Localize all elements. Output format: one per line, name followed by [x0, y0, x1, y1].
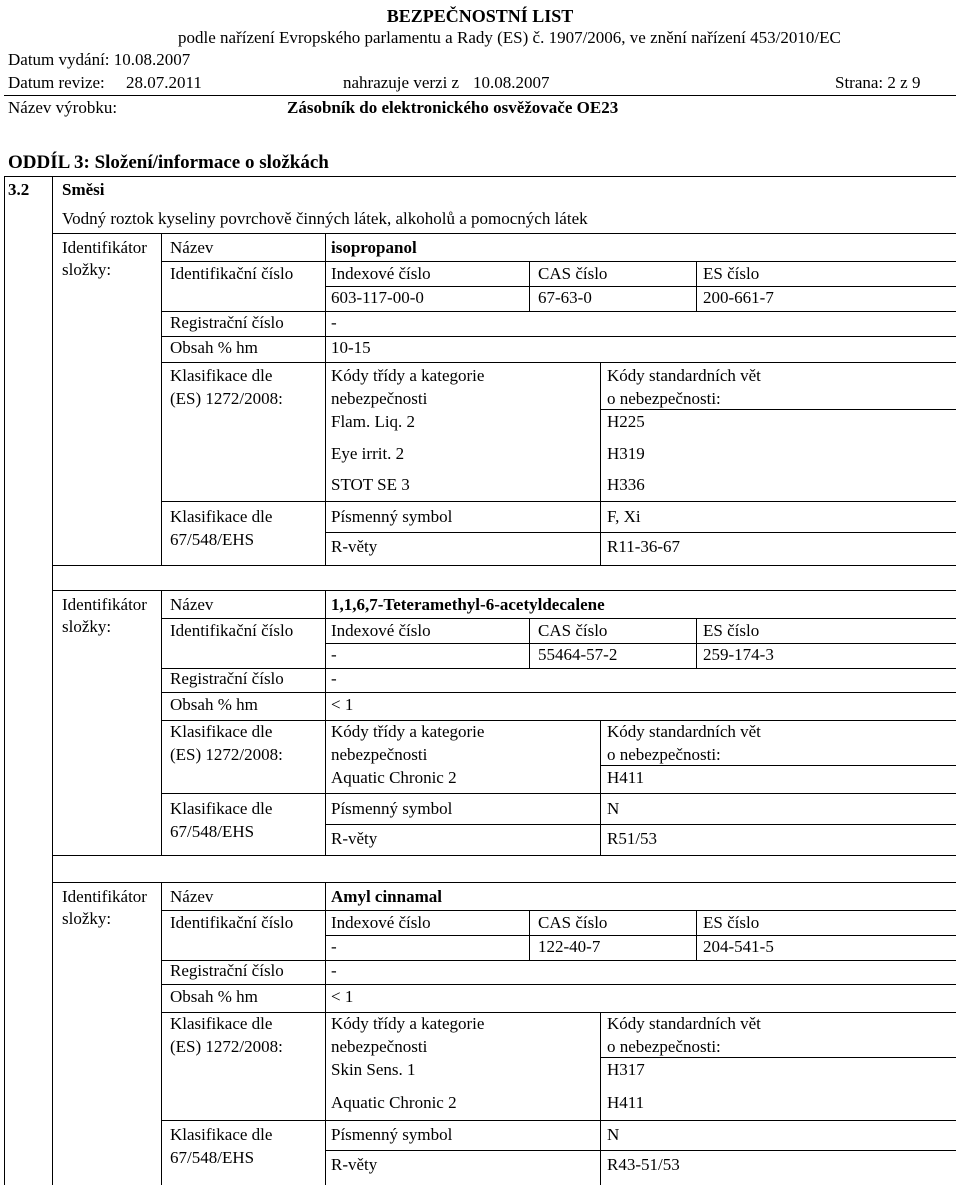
row-divider — [600, 765, 956, 766]
hazard-statement-header-cont: o nebezpečnosti: — [607, 745, 721, 764]
column-divider — [696, 910, 697, 960]
hazard-class-header-cont: nebezpečnosti — [331, 1037, 428, 1056]
hazard-class-code: Flam. Liq. 2 — [331, 412, 416, 431]
registration-value: - — [331, 669, 337, 688]
column-divider — [325, 910, 326, 960]
hazard-statement-code: H411 — [607, 768, 645, 787]
cas-number-value: 122-40-7 — [538, 937, 601, 956]
r-phrases-label: R-věty — [331, 1155, 378, 1174]
classification-label: Klasifikace dle — [170, 799, 273, 818]
row-divider — [161, 1120, 956, 1121]
hazard-class-code: Eye irrit. 2 — [331, 444, 405, 463]
symbol-label: Písmenný symbol — [331, 1125, 453, 1144]
content-value: < 1 — [331, 987, 354, 1006]
symbol-label: Písmenný symbol — [331, 507, 453, 526]
hazard-statement-header: Kódy standardních vět — [607, 366, 761, 385]
hazard-statement-code: H319 — [607, 444, 645, 463]
hazard-class-header-cont: nebezpečnosti — [331, 389, 428, 408]
row-divider — [52, 233, 956, 234]
row-divider — [161, 692, 956, 693]
column-divider — [529, 261, 530, 311]
r-phrases-label: R-věty — [331, 829, 378, 848]
classification-regulation: (ES) 1272/2008: — [170, 1037, 283, 1056]
classification-label: Klasifikace dle — [170, 507, 273, 526]
name-label: Název — [170, 595, 214, 614]
registration-value: - — [331, 961, 337, 980]
section-title: ODDÍL 3: Složení/informace o složkách — [8, 152, 329, 173]
cas-number-value: 67-63-0 — [538, 288, 592, 307]
column-divider — [325, 1012, 326, 1185]
row-divider — [325, 1150, 956, 1151]
regulation-text: podle nařízení Evropského parlamentu a Rady (ES) č. 1907/2006, ve znění nařízení 453/2010/EC — [178, 28, 841, 47]
hazard-statement-header-cont: o nebezpečnosti: — [607, 1037, 721, 1056]
cas-number-value: 55464-57-2 — [538, 645, 618, 664]
subsection-title: Směsi — [62, 180, 105, 199]
hazard-class-code: Aquatic Chronic 2 — [331, 1093, 457, 1112]
column-divider — [52, 855, 53, 1185]
hazard-statement-code: H336 — [607, 475, 645, 494]
cas-number-label: CAS číslo — [538, 621, 608, 640]
column-divider — [600, 362, 601, 565]
identifier-label: Identifikátor — [62, 238, 147, 257]
row-divider — [161, 362, 956, 363]
row-divider — [161, 793, 956, 794]
hazard-statement-code: H317 — [607, 1060, 645, 1079]
mixture-description: Vodný roztok kyseliny povrchově činných látek, alkoholů a pomocných látek — [62, 209, 588, 228]
classification-directive: 67/548/EHS — [170, 822, 255, 841]
classification-label: Klasifikace dle — [170, 366, 273, 385]
index-number-value: - — [331, 937, 337, 956]
table-left-border — [4, 177, 5, 1185]
replaces-label: nahrazuje verzi z — [343, 73, 460, 92]
es-number-label: ES číslo — [703, 913, 760, 932]
page-number: Strana: 2 z 9 — [835, 73, 921, 92]
column-divider — [325, 311, 326, 365]
index-number-label: Indexové číslo — [331, 621, 431, 640]
revision-date: 28.07.2011 — [126, 73, 202, 92]
replaces-date: 10.08.2007 — [473, 73, 550, 92]
component-label: složky: — [62, 909, 112, 928]
symbol-value: N — [607, 1125, 620, 1144]
classification-directive: 67/548/EHS — [170, 530, 255, 549]
classification-directive: 67/548/EHS — [170, 1148, 255, 1167]
index-number-label: Indexové číslo — [331, 264, 431, 283]
classification-label: Klasifikace dle — [170, 722, 273, 741]
column-divider — [325, 882, 326, 910]
name-label: Název — [170, 238, 214, 257]
row-divider — [52, 565, 956, 566]
column-divider — [696, 618, 697, 668]
name-label: Název — [170, 887, 214, 906]
hazard-class-code: Skin Sens. 1 — [331, 1060, 416, 1079]
id-number-label: Identifikační číslo — [170, 621, 294, 640]
column-divider — [696, 261, 697, 311]
row-divider — [325, 532, 956, 533]
content-label: Obsah % hm — [170, 695, 258, 714]
row-divider — [161, 984, 956, 985]
column-divider — [161, 590, 162, 855]
row-divider — [325, 824, 956, 825]
subsection-number: 3.2 — [8, 180, 30, 199]
id-number-label: Identifikační číslo — [170, 913, 294, 932]
column-divider — [325, 618, 326, 668]
registration-label: Registrační číslo — [170, 961, 284, 980]
column-divider — [529, 618, 530, 668]
identifier-label: Identifikátor — [62, 887, 147, 906]
column-divider — [325, 233, 326, 261]
hazard-statement-code: H225 — [607, 412, 645, 431]
hazard-class-header: Kódy třídy a kategorie — [331, 722, 485, 741]
es-number-value: 259-174-3 — [703, 645, 774, 664]
header-divider — [4, 95, 956, 96]
column-divider — [325, 362, 326, 565]
hazard-class-code: STOT SE 3 — [331, 475, 410, 494]
classification-regulation: (ES) 1272/2008: — [170, 389, 283, 408]
hazard-class-header-cont: nebezpečnosti — [331, 745, 428, 764]
issue-date: Datum vydání: 10.08.2007 — [8, 50, 191, 69]
cas-number-label: CAS číslo — [538, 264, 608, 283]
index-number-label: Indexové číslo — [331, 913, 431, 932]
column-divider — [600, 1012, 601, 1185]
row-divider — [600, 1057, 956, 1058]
row-divider — [325, 286, 956, 287]
registration-value: - — [331, 313, 337, 332]
hazard-statement-header: Kódy standardních vět — [607, 722, 761, 741]
column-divider — [529, 910, 530, 960]
column-divider — [325, 720, 326, 855]
column-divider — [52, 565, 53, 855]
row-divider — [161, 261, 956, 262]
column-divider — [325, 261, 326, 311]
row-divider — [52, 855, 956, 856]
row-divider — [325, 643, 956, 644]
registration-label: Registrační číslo — [170, 313, 284, 332]
classification-regulation: (ES) 1272/2008: — [170, 745, 283, 764]
es-number-value: 200-661-7 — [703, 288, 774, 307]
row-divider — [161, 311, 956, 312]
r-phrases-value: R51/53 — [607, 829, 658, 848]
hazard-statement-code: H411 — [607, 1093, 645, 1112]
r-phrases-value: R43-51/53 — [607, 1155, 680, 1174]
row-divider — [161, 618, 956, 619]
row-divider — [161, 720, 956, 721]
row-divider — [600, 409, 956, 410]
content-value: < 1 — [331, 695, 354, 714]
column-divider — [325, 668, 326, 720]
symbol-value: N — [607, 799, 620, 818]
column-divider — [161, 882, 162, 1185]
number-column-divider — [52, 177, 53, 565]
product-label: Název výrobku: — [8, 98, 118, 117]
hazard-class-header: Kódy třídy a kategorie — [331, 1014, 485, 1033]
hazard-class-code: Aquatic Chronic 2 — [331, 768, 457, 787]
row-divider — [325, 935, 956, 936]
r-phrases-value: R11-36-67 — [607, 537, 681, 556]
row-divider — [161, 501, 956, 502]
content-label: Obsah % hm — [170, 338, 258, 357]
es-number-label: ES číslo — [703, 621, 760, 640]
column-divider — [161, 233, 162, 565]
component-name: isopropanol — [331, 238, 417, 257]
es-number-label: ES číslo — [703, 264, 760, 283]
index-number-value: 603-117-00-0 — [331, 288, 424, 307]
row-divider — [52, 882, 956, 883]
cas-number-label: CAS číslo — [538, 913, 608, 932]
registration-label: Registrační číslo — [170, 669, 284, 688]
hazard-statement-header-cont: o nebezpečnosti: — [607, 389, 721, 408]
column-divider — [325, 590, 326, 618]
document-title: BEZPEČNOSTNÍ LIST — [386, 6, 574, 26]
classification-label: Klasifikace dle — [170, 1125, 273, 1144]
row-divider — [161, 910, 956, 911]
component-label: složky: — [62, 617, 112, 636]
row-divider — [52, 590, 956, 591]
hazard-class-header: Kódy třídy a kategorie — [331, 366, 485, 385]
id-number-label: Identifikační číslo — [170, 264, 294, 283]
component-name: 1,1,6,7-Teteramethyl-6-acetyldecalene — [331, 595, 605, 614]
column-divider — [325, 960, 326, 1012]
content-value: 10-15 — [331, 338, 371, 357]
r-phrases-label: R-věty — [331, 537, 378, 556]
identifier-label: Identifikátor — [62, 595, 147, 614]
component-name: Amyl cinnamal — [331, 887, 442, 906]
section-divider — [4, 176, 956, 177]
content-label: Obsah % hm — [170, 987, 258, 1006]
column-divider — [600, 720, 601, 855]
row-divider — [161, 336, 956, 337]
symbol-label: Písmenný symbol — [331, 799, 453, 818]
es-number-value: 204-541-5 — [703, 937, 774, 956]
hazard-statement-header: Kódy standardních vět — [607, 1014, 761, 1033]
index-number-value: - — [331, 645, 337, 664]
classification-label: Klasifikace dle — [170, 1014, 273, 1033]
revision-label: Datum revize: — [8, 73, 105, 92]
symbol-value: F, Xi — [607, 507, 641, 526]
product-name: Zásobník do elektronického osvěžovače OE23 — [287, 98, 619, 117]
row-divider — [161, 1012, 956, 1013]
component-label: složky: — [62, 260, 112, 279]
